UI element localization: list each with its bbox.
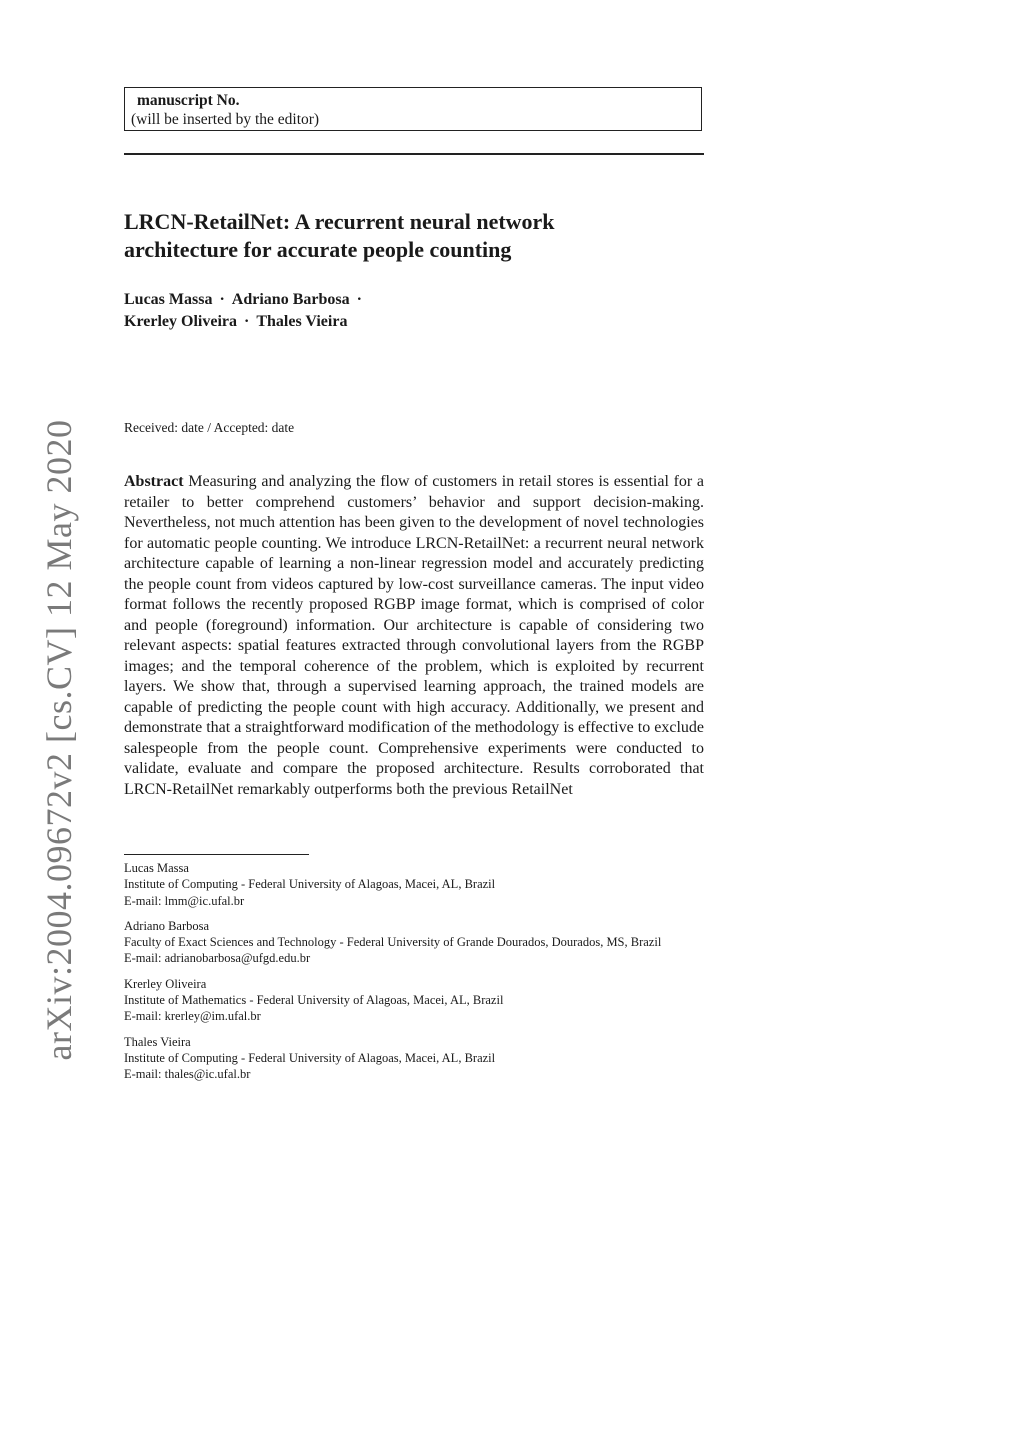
abstract-text: Measuring and analyzing the flow of customers in retail stores is essential for a retailer to better comprehend customers’ behavior and support decision-making. Nevertheless, not much attention has been given to the development of novel technologies for automatic people counting. We introduce LRCN-RetailNet: a recurrent neural network architecture capable of learning a non-linear regression model and accurately predicting the people count from videos captured by low-cost surveillance cameras. The input video format follows the recently proposed RGBP image format, which is comprised of color and people (foreground) information. Our architecture is capable of considering two relevant aspects: spatial features extracted through convolutional layers from the RGBP images; and the temporal coherence of the problem, which is exploited by recurrent layers. We show that, through a supervised learning approach, the trained models are capable of predicting the people count with high accuracy. Additionally, we present and demonstrate that a straightforward modification of the methodology is effective to exclude salespeople from the people count. Comprehensive experiments were conducted to validate, evaluate and compare the proposed architecture. Results corroborated that LRCN-RetailNet remarkably outperforms both the previous RetailNet [124, 473, 705, 798]
affiliation-block [124, 860, 704, 909]
author-name: Adriano Barbosa [231, 291, 350, 308]
author-list [124, 289, 724, 333]
abstract-heading: Abstract [124, 473, 184, 490]
affiliation-block [124, 1034, 704, 1083]
affiliation-email: E-mail: lmm@ic.ufal.br [124, 893, 245, 908]
author-separator: · [244, 313, 250, 330]
author-separator: · [356, 291, 362, 308]
affiliation-email: E-mail: krerley@im.ufal.br [124, 1009, 261, 1024]
affiliation-institution: Institute of Computing - Federal University of Alagoas, Macei, AL, Brazil [124, 877, 496, 892]
author-line-2 [124, 311, 724, 333]
manuscript-box [124, 87, 702, 131]
arxiv-identifier-stamp: arXiv:2004.09672v2 [cs.CV] 12 May 2020 [39, 419, 79, 1061]
manuscript-note: (will be inserted by the editor) [131, 111, 320, 128]
abstract [124, 472, 704, 800]
affiliation-institution: Institute of Computing - Federal University of Alagoas, Macei, AL, Brazil [124, 1050, 496, 1065]
received-accepted-date: Received: date / Accepted: date [124, 420, 295, 435]
author-name: Lucas Massa [124, 291, 213, 308]
affiliation-institution: Institute of Mathematics - Federal University of Alagoas, Macei, AL, Brazil [124, 993, 504, 1008]
author-separator: · [219, 291, 225, 308]
affiliation-block [124, 918, 704, 967]
paper-title [124, 208, 724, 264]
title-line-2: architecture for accurate people counting [124, 237, 512, 262]
affiliation-name: Thales Vieira [124, 1034, 191, 1049]
author-name: Thales Vieira [256, 313, 348, 330]
affiliations [124, 860, 704, 1092]
affiliation-email: E-mail: thales@ic.ufal.br [124, 1067, 251, 1082]
affiliation-name: Krerley Oliveira [124, 976, 207, 991]
author-name: Krerley Oliveira [124, 313, 237, 330]
title-line-1: LRCN-RetailNet: A recurrent neural network [124, 209, 555, 234]
affiliation-email: E-mail: adrianobarbosa@ufgd.edu.br [124, 951, 311, 966]
manuscript-label: manuscript No. [137, 92, 240, 109]
affiliation-block [124, 976, 704, 1025]
footnote-rule [124, 854, 309, 855]
affiliation-institution: Faculty of Exact Sciences and Technology - Federal University of Grande Dourados, Dourados, MS, Brazil [124, 935, 662, 950]
affiliation-name: Lucas Massa [124, 861, 189, 875]
affiliation-name: Adriano Barbosa [124, 918, 210, 933]
header-rule [124, 153, 704, 155]
author-line-1 [124, 289, 724, 311]
